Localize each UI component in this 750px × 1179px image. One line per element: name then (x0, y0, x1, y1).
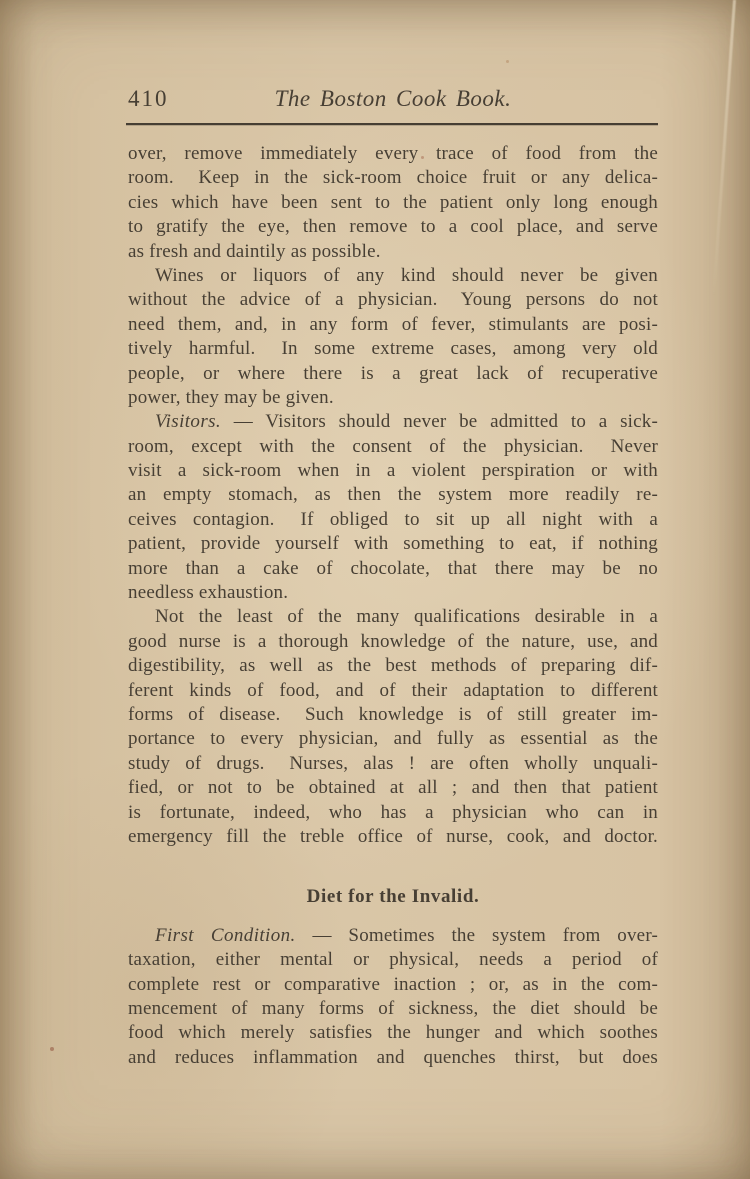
text-line: food which merely satisfies the hunger and which soothes (128, 1022, 658, 1044)
text-line: mencement of many forms of sickness, the diet should be (128, 997, 658, 1019)
text-line: First Condition. — Sometimes the system from over- (155, 924, 658, 946)
text-line: people, or where there is a great lack of recuperative (128, 362, 658, 384)
text-line: over, remove immediately every trace of food from the (128, 143, 658, 164)
text-line: tively harmful. In some extreme cases, among very old (128, 338, 658, 360)
text-line: good nurse is a thorough knowledge of the nature, use, and (128, 630, 658, 652)
text-line: ceives contagion. If obliged to sit up all night with a (128, 508, 658, 530)
text-line: digestibility, as well as the best methods of preparing dif- (128, 655, 658, 677)
text-line: Not the least of the many qualifications desirable in a (155, 606, 658, 628)
text-block (128, 142, 658, 1070)
text-line: patient, provide yourself with something to eat, if nothing (128, 533, 658, 555)
paper-speck (50, 1047, 54, 1051)
text-line: to gratify the eye, then remove to a cool place, and serve (128, 216, 658, 238)
text-line: room, except with the consent of the physician. Never (128, 435, 658, 457)
text-line: needless exhaustion. (128, 582, 289, 604)
header-rule (126, 123, 658, 125)
text-line: need them, and, in any form of fever, stimulants are posi- (128, 313, 658, 335)
italic-lead: First Condition. (155, 924, 296, 946)
page-number: 410 (128, 86, 169, 111)
text-line: portance to every physician, and fully as essential as the (128, 728, 658, 750)
text-line: room. Keep in the sick-room choice fruit or any delica- (128, 167, 658, 189)
text-line: taxation, either mental or physical, needs a period of (128, 949, 658, 971)
text-line: emergency fill the treble office of nurse, cook, and doctor. (128, 825, 658, 847)
text-line: forms of disease. Such knowledge is of still greater im- (128, 703, 658, 725)
paper-crease (710, 0, 736, 329)
text-line: is fortunate, indeed, who has a physician who can in (128, 801, 658, 823)
page-header (128, 86, 658, 116)
text-line: visit a sick-room when in a violent perspiration or with (128, 460, 658, 482)
text-line: complete rest or comparative inaction ; or, as in the com- (128, 973, 658, 995)
text-line: without the advice of a physician. Young persons do not (128, 289, 658, 311)
text-line: ferent kinds of food, and of their adaptation to different (128, 679, 658, 701)
text-line: power, they may be given. (128, 386, 334, 408)
text-line: and reduces inflammation and quenches thirst, but does (128, 1046, 658, 1068)
text-line: fied, or not to be obtained at all ; and then that patient (128, 777, 658, 799)
text-line: study of drugs. Nurses, alas ! are often wholly unquali- (128, 752, 658, 774)
running-title: The Boston Cook Book. (274, 86, 512, 111)
text-line: cies which have been sent to the patient only long enough (128, 191, 658, 213)
text-line: an empty stomach, as then the system more readily re- (128, 484, 658, 506)
text-line: more than a cake of chocolate, that there may be no (128, 557, 658, 579)
italic-lead: Visitors. (155, 411, 222, 433)
text-line: Visitors. — Visitors should never be admitted to a sick- (155, 411, 658, 433)
text-line: Wines or liquors of any kind should never be given (155, 264, 658, 286)
section-heading: Diet for the Invalid. (306, 886, 480, 908)
paper-speck (506, 60, 509, 63)
text-line: as fresh and daintily as possible. (128, 240, 381, 262)
